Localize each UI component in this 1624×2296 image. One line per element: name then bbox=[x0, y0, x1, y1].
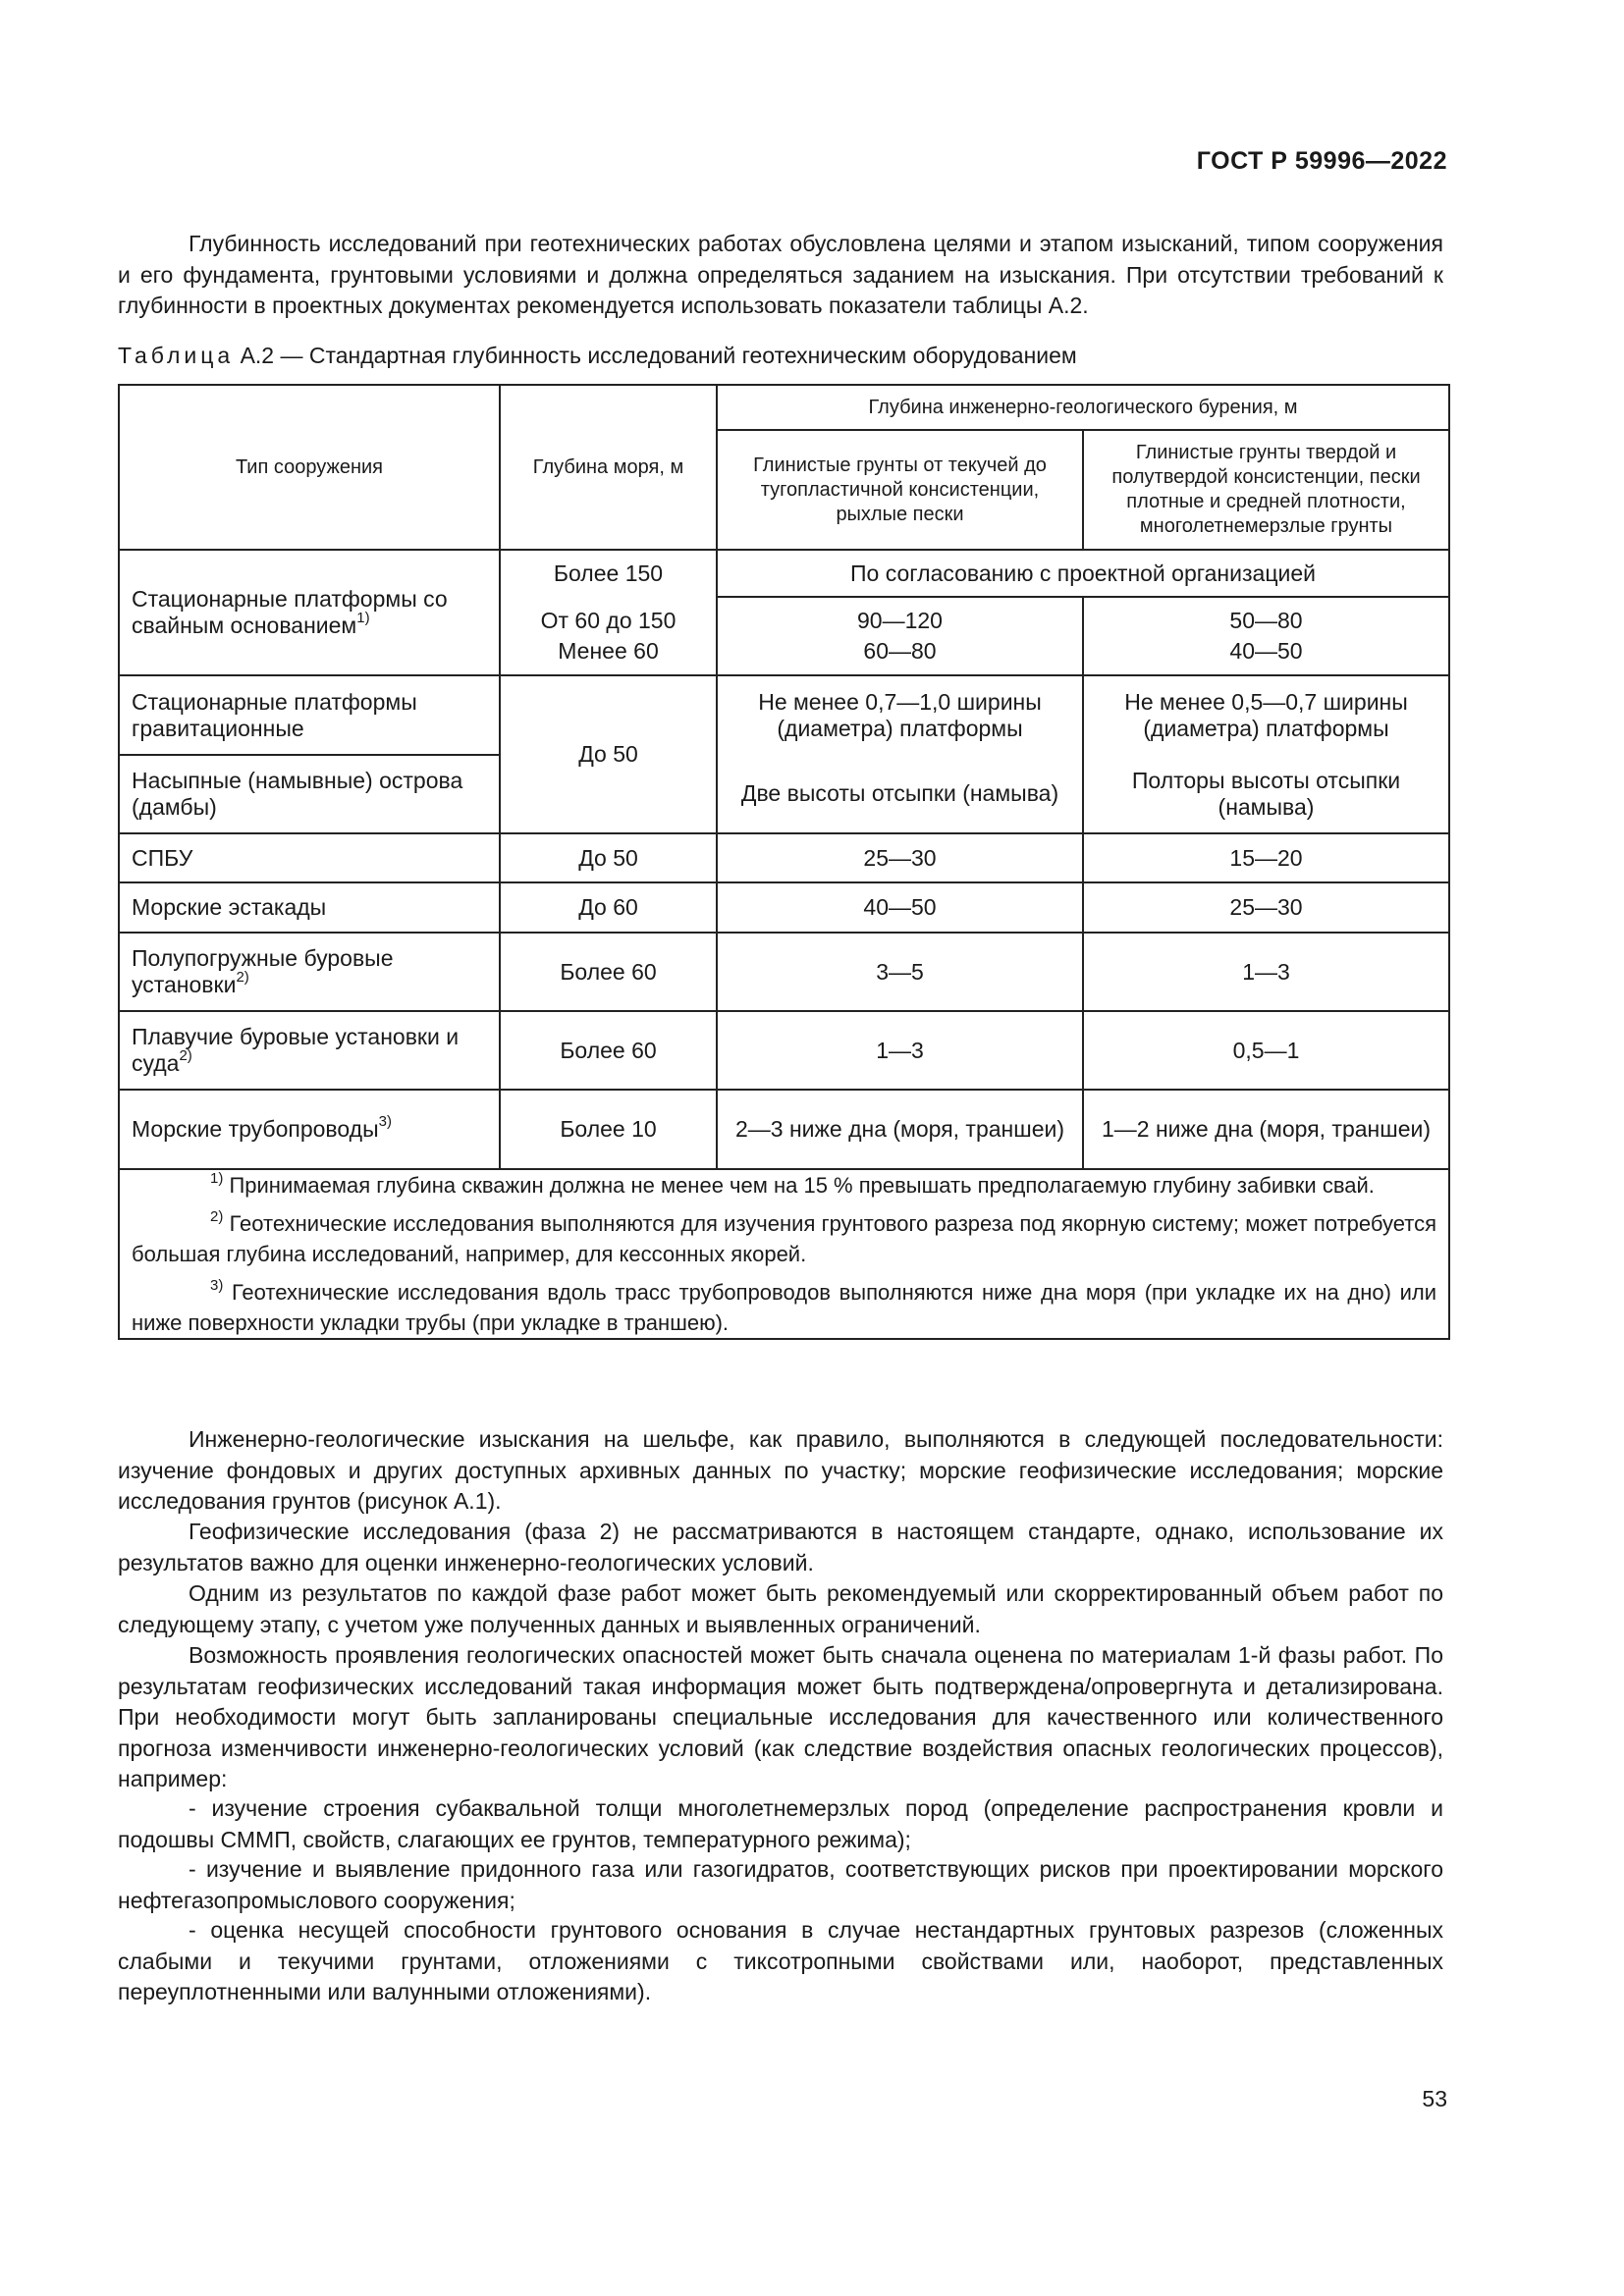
cell-soil-a: 40—50 bbox=[717, 882, 1083, 933]
cell-depth: Более 60 bbox=[500, 933, 717, 1011]
cell-depth: До 60 bbox=[500, 882, 717, 933]
header-drilling-depth: Глубина инженерно-геологического бурения, м bbox=[717, 385, 1449, 430]
intro-paragraph: Глубинность исследований при геотехнических работах обусловлена целями и этапом изысканий, типом сооружения и его фундамента, грунтовыми условиями и должна определяться заданием на изыскания. При отсутствии требований к глубинности в проектных документах рекомендуется использовать показатели таблицы А.2. bbox=[118, 231, 1443, 318]
depth-table bbox=[118, 384, 1450, 1340]
cell-depth: До 50 bbox=[500, 833, 717, 882]
cell-soil-b: 1—2 ниже дна (моря, траншеи) bbox=[1083, 1090, 1449, 1169]
cell-soil-a: Две высоты отсыпки (намыва) bbox=[717, 755, 1083, 833]
row-name: Плавучие буровые установки и суда$^{2)}$ bbox=[119, 1011, 500, 1090]
row-name: Стационарные платформы со свайным основанием$^{1)}$ bbox=[119, 550, 500, 675]
cell-soil-b: 0,5—1 bbox=[1083, 1011, 1449, 1090]
row-name: Насыпные (намывные) острова (дамбы) bbox=[119, 755, 500, 833]
footnote-ref: 1) bbox=[356, 610, 370, 627]
row-name: Полупогружные буровые установки$^{2)}$ bbox=[119, 933, 500, 1011]
cell-soil-b: 25—30 bbox=[1083, 882, 1449, 933]
document-code: ГОСТ Р 59996—2022 bbox=[1196, 147, 1447, 175]
page-number: 53 bbox=[1422, 2086, 1447, 2111]
footnote-ref: 2) bbox=[236, 969, 249, 987]
table-row bbox=[119, 755, 1449, 833]
footnote-3: $^{3)}$ Геотехнические исследования вдоль трасс трубопроводов выполняются ниже дна моря (при укладке их на дно) или ниже поверхности укладки трубы (при укладке в траншею). bbox=[132, 1276, 1436, 1335]
row-name: СПБУ bbox=[119, 833, 500, 882]
footnote-1: $^{1)}$ Принимаемая глубина скважин должна не менее чем на 15 % превышать предполагаемую глубину забивки свай. bbox=[210, 1169, 1375, 1198]
table-footnotes bbox=[119, 1169, 1449, 1339]
table-row bbox=[119, 1090, 1449, 1169]
body-paragraph-4: Возможность проявления геологических опасностей может быть сначала оценена по материалам 1-й фазы работ. По результатам геофизических исследований такая информация может быть подтверждена/опровергнута и детализирована. При необходимости могут быть запланированы специальные исследования для качественного или количественного прогноза изменчивости инженерно-геологических условий (как следствие воздействия опасных геологических процессов), например: bbox=[118, 1642, 1443, 1791]
header-soil-b: Глинистые грунты твердой и полутвердой консистенции, пески плотные и средней плотности, многолетнемерзлые грунты bbox=[1083, 430, 1449, 550]
row-name: Морские трубопроводы$^{3)}$ bbox=[119, 1090, 500, 1169]
bullet-3: - оценка несущей способности грунтового основания в случае нестандартных грунтовых разрезов (сложенных слабыми и текучими грунтами, отложениями с тиксотропными свойствами или, наоборот, представленных переуплотненными или валунными отложениями). bbox=[118, 1917, 1443, 2004]
table-caption bbox=[118, 343, 1077, 369]
footnote-2: $^{2)}$ Геотехнические исследования выполняются для изучения грунтового разреза под якорную систему; может потребуется большая глубина исследований, например, для кессонных якорей. bbox=[132, 1207, 1436, 1266]
cell-depth: Более 60 bbox=[500, 1011, 717, 1090]
header-soil-a: Глинистые грунты от текучей до тугопластичной консистенции, рыхлые пески bbox=[717, 430, 1083, 550]
table-row bbox=[119, 833, 1449, 882]
cell-soil-a: 2—3 ниже дна (моря, траншеи) bbox=[717, 1090, 1083, 1169]
cell-soil-b: Не менее 0,5—0,7 ширины (диаметра) платформы bbox=[1083, 675, 1449, 755]
cell-soil-a: 3—5 bbox=[717, 933, 1083, 1011]
footnote-ref: 2) bbox=[179, 1047, 192, 1065]
table-row bbox=[119, 675, 1449, 755]
body-paragraph-2: Геофизические исследования (фаза 2) не рассматриваются в настоящем стандарте, однако, использование их результатов важно для оценки инженерно-геологических условий. bbox=[118, 1519, 1443, 1575]
cell-soil-a: 90—120 60—80 bbox=[717, 597, 1083, 675]
header-sea-depth: Глубина моря, м bbox=[500, 385, 717, 550]
table-row bbox=[119, 933, 1449, 1011]
row-name: Морские эстакады bbox=[119, 882, 500, 933]
cell-soil-a: 1—3 bbox=[717, 1011, 1083, 1090]
table-row bbox=[119, 1011, 1449, 1090]
bullet-1: - изучение строения субаквальной толщи многолетнемерзлых пород (определение распространения кровли и подошвы СММП, свойств, слагающих ее грунтов, температурного режима); bbox=[118, 1795, 1443, 1852]
cell-depth: Более 150 bbox=[500, 550, 717, 597]
cell-soil-a: Не менее 0,7—1,0 ширины (диаметра) платформы bbox=[717, 675, 1083, 755]
header-structure-type: Тип сооружения bbox=[119, 385, 500, 550]
table-footnotes-row bbox=[119, 1169, 1449, 1339]
cell-soil-b: 50—80 40—50 bbox=[1083, 597, 1449, 675]
cell-soil-b: 15—20 bbox=[1083, 833, 1449, 882]
cell-depth: Более 10 bbox=[500, 1090, 717, 1169]
table-row bbox=[119, 550, 1449, 597]
body-paragraph-3: Одним из результатов по каждой фазе работ может быть рекомендуемый или скорректированный объем работ по следующему этапу, с учетом уже полученных данных и выявленных ограничений. bbox=[118, 1580, 1443, 1637]
footnote-ref: 3) bbox=[378, 1113, 392, 1131]
bullet-2: - изучение и выявление придонного газа или газогидратов, соответствующих рисков при проектировании морского нефтегазопромыслового сооружения; bbox=[118, 1856, 1443, 1913]
cell-agreement: По согласованию с проектной организацией bbox=[717, 550, 1449, 597]
body-paragraph-1: Инженерно-геологические изыскания на шельфе, как правило, выполняются в следующей последовательности: изучение фондовых и других доступных архивных данных по участку; морские геофизические исследования; морские исследования грунтов (рисунок А.1). bbox=[118, 1426, 1443, 1514]
cell-depth: До 50 bbox=[500, 675, 717, 833]
cell-soil-b: 1—3 bbox=[1083, 933, 1449, 1011]
cell-soil-b: Полторы высоты отсыпки (намыва) bbox=[1083, 755, 1449, 833]
table-caption-text: А.2 — Стандартная глубинность исследований геотехническим оборудованием bbox=[240, 343, 1077, 368]
cell-depth: От 60 до 150 Менее 60 bbox=[500, 597, 717, 675]
row-name: Стационарные платформы гравитационные bbox=[119, 675, 500, 755]
cell-soil-a: 25—30 bbox=[717, 833, 1083, 882]
table-caption-word: Таблица bbox=[118, 343, 235, 368]
table-row bbox=[119, 882, 1449, 933]
